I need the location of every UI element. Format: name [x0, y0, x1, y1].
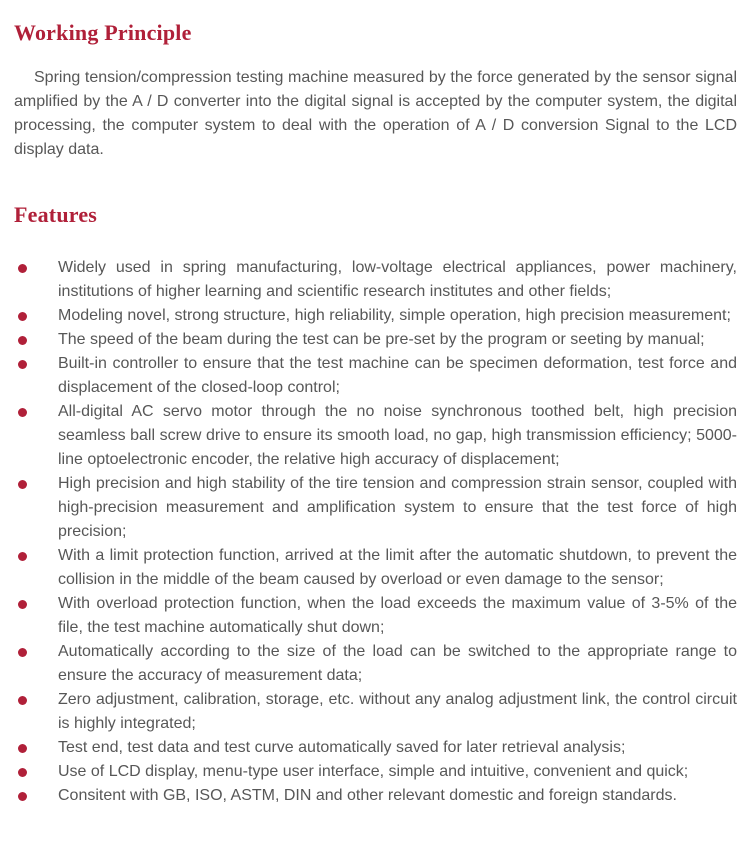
- feature-item: [14, 544, 737, 592]
- bullet-icon: [18, 600, 27, 609]
- feature-text: Automatically according to the size of the load can be switched to the appropriate range to ensure the accuracy of measurement data;: [58, 643, 737, 684]
- bullet-icon: [18, 312, 27, 321]
- feature-item: [14, 640, 737, 688]
- feature-text: Built-in controller to ensure that the test machine can be specimen deformation, test force and displacement of the closed-loop control;: [58, 355, 737, 396]
- bullet-icon: [18, 360, 27, 369]
- feature-text: Test end, test data and test curve automatically saved for later retrieval analysis;: [58, 739, 626, 756]
- feature-text: With overload protection function, when the load exceeds the maximum value of 3-5% of the file, the test machine automatically shut down;: [58, 595, 737, 636]
- bullet-icon: [18, 696, 27, 705]
- feature-text: Consitent with GB, ISO, ASTM, DIN and other relevant domestic and foreign standards.: [58, 787, 677, 804]
- feature-text: With a limit protection function, arrived at the limit after the automatic shutdown, to prevent the collision in the middle of the beam caused by overload or even damage to the sensor;: [58, 547, 737, 588]
- feature-item: [14, 256, 737, 304]
- feature-item: [14, 472, 737, 544]
- bullet-icon: [18, 408, 27, 417]
- bullet-icon: [18, 264, 27, 273]
- bullet-icon: [18, 336, 27, 345]
- feature-list: [14, 256, 737, 808]
- bullet-icon: [18, 792, 27, 801]
- feature-item: [14, 352, 737, 400]
- feature-item: [14, 688, 737, 736]
- working-principle-paragraph: Spring tension/compression testing machine measured by the force generated by the sensor signal amplified by the A / D converter into the digital signal is accepted by the computer system, the digital processing, the computer system to deal with the operation of A / D conversion Signal to the LCD display data.: [14, 69, 737, 158]
- feature-text: Widely used in spring manufacturing, low-voltage electrical appliances, power machinery, institutions of higher learning and scientific research institutes and other fields;: [58, 259, 737, 300]
- bullet-icon: [18, 768, 27, 777]
- feature-text: The speed of the beam during the test can be pre-set by the program or seeting by manual;: [58, 331, 705, 348]
- feature-item: [14, 736, 737, 760]
- feature-item: [14, 304, 737, 328]
- bullet-icon: [18, 480, 27, 489]
- feature-item: [14, 592, 737, 640]
- working-principle-heading: Working Principle: [14, 20, 192, 45]
- feature-text: Use of LCD display, menu-type user interface, simple and intuitive, convenient and quick;: [58, 763, 689, 780]
- feature-text: All-digital AC servo motor through the no noise synchronous toothed belt, high precision seamless ball screw drive to ensure its smooth load, no gap, high transmission efficiency; 5000-line optoelectronic encoder, the relative high accuracy of displacement;: [58, 403, 737, 468]
- features-heading: Features: [14, 202, 98, 227]
- bullet-icon: [18, 744, 27, 753]
- feature-text: Zero adjustment, calibration, storage, etc. without any analog adjustment link, the control circuit is highly integrated;: [58, 691, 737, 732]
- bullet-icon: [18, 552, 27, 561]
- feature-item: [14, 400, 737, 472]
- feature-item: [14, 784, 737, 808]
- feature-item: [14, 760, 737, 784]
- bullet-icon: [18, 648, 27, 657]
- feature-text: Modeling novel, strong structure, high reliability, simple operation, high precision measurement;: [58, 307, 731, 324]
- feature-text: High precision and high stability of the tire tension and compression strain sensor, coupled with high-precision measurement and amplification system to ensure that the test force of high precision;: [58, 475, 737, 540]
- feature-item: [14, 328, 737, 352]
